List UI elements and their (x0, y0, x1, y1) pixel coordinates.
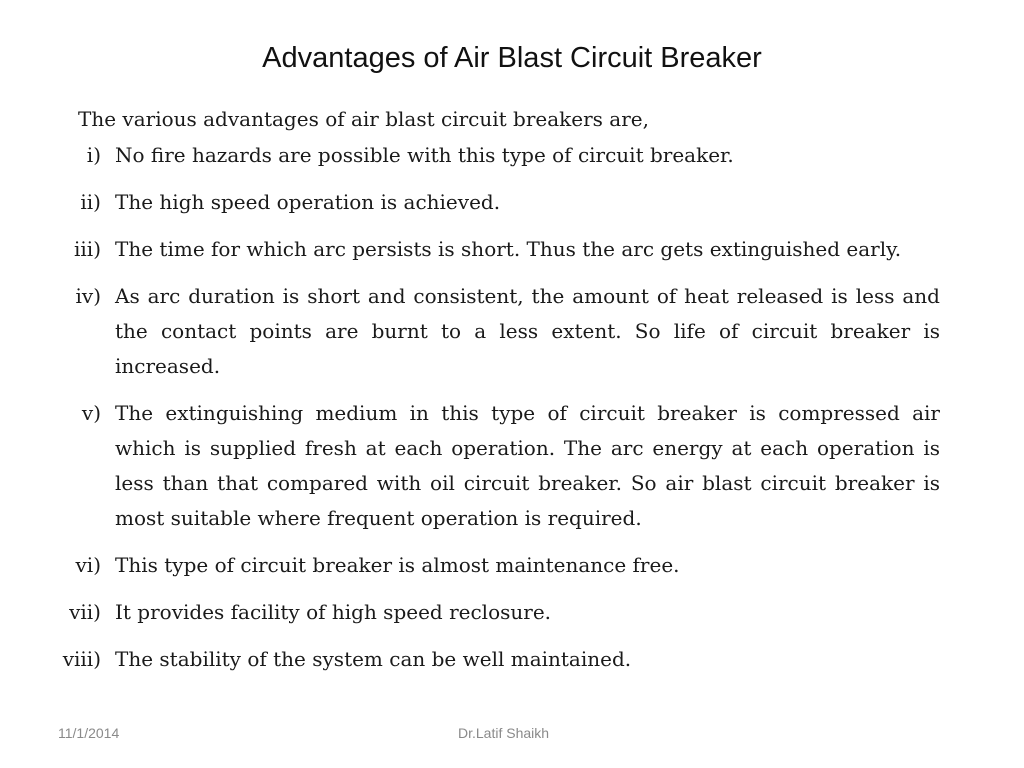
item-number: iv) (75, 284, 101, 308)
item-text: This type of circuit breaker is almost maintenance free. (115, 553, 680, 577)
item-number: vi) (75, 553, 101, 577)
item-number: v) (81, 401, 101, 425)
footer-date: 11/1/2014 (58, 725, 120, 741)
intro-text: The various advantages of air blast circuit breakers are, (78, 107, 649, 131)
footer-author: Dr.Latif Shaikh (458, 725, 550, 741)
item-number: i) (86, 143, 101, 167)
item-text: The extinguishing medium in this type of circuit breaker is compressed air which is supplied fresh at each operation. The arc energy at each operation is less than that compared with oil circuit breaker. So air blast circuit breaker is most suitable where frequent operation is required. (115, 401, 940, 530)
item-text: The time for which arc persists is short. Thus the arc gets extinguished early. (115, 237, 902, 261)
item-number: viii) (62, 647, 101, 671)
item-number: ii) (80, 190, 101, 214)
item-text: No fire hazards are possible with this type of circuit breaker. (115, 143, 734, 167)
item-text: It provides facility of high speed reclosure. (115, 600, 552, 624)
item-text: The high speed operation is achieved. (115, 190, 501, 214)
item-text: The stability of the system can be well maintained. (115, 647, 632, 671)
slide-title: Advantages of Air Blast Circuit Breaker (262, 42, 762, 74)
item-number: iii) (74, 237, 101, 261)
item-number: vii) (69, 600, 101, 624)
item-text: As arc duration is short and consistent, the amount of heat released is less and the contact points are burnt to a less extent. So life of circuit breaker is increased. (115, 284, 940, 378)
